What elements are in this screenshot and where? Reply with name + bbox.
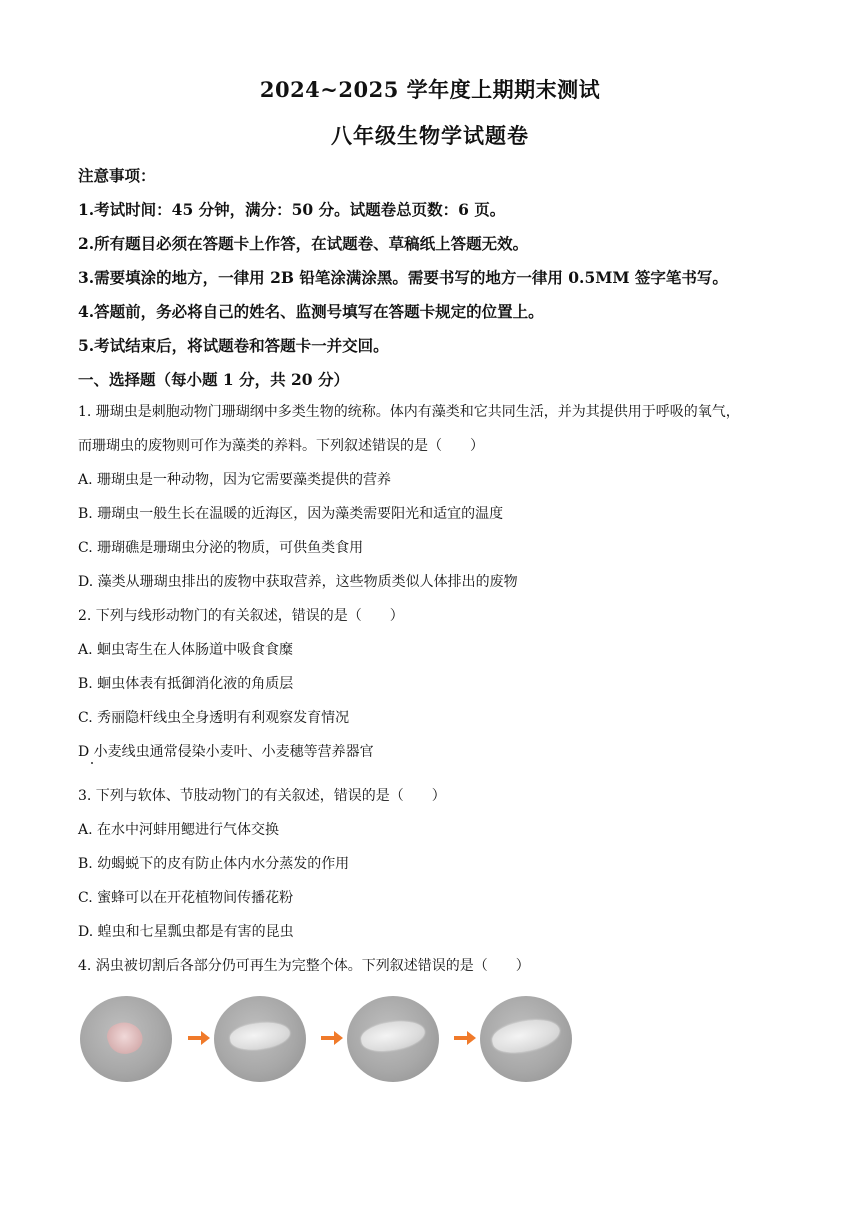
arrow-icon <box>321 1031 343 1045</box>
question-2-option-c: C. 秀丽隐杆线虫全身透明有利观察发育情况 <box>78 710 350 726</box>
planarian-photo-1 <box>80 996 172 1082</box>
notice-item: 4.答题前，务必将自己的姓名、监测号填写在答题卡规定的位置上。 <box>78 302 544 321</box>
planarian-photo-2 <box>214 996 306 1082</box>
planarian-body <box>490 1014 563 1057</box>
question-2-option-b: B. 蛔虫体表有抵御消化液的角质层 <box>78 676 294 692</box>
notice-heading: 注意事项： <box>78 166 156 185</box>
planarian-photo-3 <box>347 996 439 1082</box>
notice-item: 2.所有题目必须在答题卡上作答，在试题卷、草稿纸上答题无效。 <box>78 234 529 253</box>
notice-item: 3.需要填涂的地方，一律用 2B 铅笔涂满涂黑。需要书写的地方一律用 0.5MM 签字笔书写。 <box>78 268 728 287</box>
arrow-icon <box>188 1031 210 1045</box>
notice-item: 1.考试时间：45 分钟，满分：50 分。试题卷总页数：6 页。 <box>78 200 506 219</box>
exam-title: 2024~2025 学年度上期期末测试 <box>259 77 601 102</box>
question-1-option-b: B. 珊瑚虫一般生长在温暖的近海区，因为藻类需要阳光和适宜的温度 <box>78 506 504 522</box>
question-2-stem: 2. 下列与线形动物门的有关叙述，错误的是（ ） <box>78 608 404 624</box>
section-heading: 一、选择题（每小题 1 分，共 20 分） <box>78 370 349 389</box>
question-1-option-d: D. 藻类从珊瑚虫排出的废物中获取营养，这些物质类似人体排出的废物 <box>78 574 518 590</box>
question-3-option-a: A. 在水中河蚌用鳃进行气体交换 <box>78 822 280 838</box>
question-1-stem-line: 1. 珊瑚虫是刺胞动物门珊瑚纲中多类生物的统称。体内有藻类和它共同生活，并为其提供用于呼吸的氧气， <box>78 404 740 420</box>
question-3-option-d: D. 蝗虫和七星瓢虫都是有害的昆虫 <box>78 924 294 940</box>
exam-subtitle: 八年级生物学试题卷 <box>331 123 529 148</box>
arrow-icon <box>454 1031 476 1045</box>
question-1-stem-line: 而珊瑚虫的废物则可作为藻类的养料。下列叙述错误的是（ ） <box>78 438 484 454</box>
question-2-option-a: A. 蛔虫寄生在人体肠道中吸食食糜 <box>78 642 294 658</box>
planarian-body <box>359 1017 427 1056</box>
question-2-option-d: D 小麦线虫通常侵染小麦叶、小麦穗等营养器官 <box>78 744 374 760</box>
question-1-option-a: A. 珊瑚虫是一种动物，因为它需要藻类提供的营养 <box>78 472 392 488</box>
question-1-option-c: C. 珊瑚礁是珊瑚虫分泌的物质，可供鱼类食用 <box>78 540 364 556</box>
question-3-option-c: C. 蜜蜂可以在开花植物间传播花粉 <box>78 890 294 906</box>
planarian-regeneration-figure <box>80 996 580 1084</box>
planarian-fragment <box>104 1017 147 1059</box>
question-3-stem: 3. 下列与软体、节肢动物门的有关叙述，错误的是（ ） <box>78 788 446 804</box>
notice-item: 5.考试结束后，将试题卷和答题卡一并交回。 <box>78 336 389 355</box>
planarian-photo-4 <box>480 996 572 1082</box>
question-3-option-b: B. 幼蝎蜕下的皮有防止体内水分蒸发的作用 <box>78 856 350 872</box>
planarian-body <box>228 1019 291 1053</box>
stray-dot <box>91 762 93 764</box>
question-4-stem: 4. 涡虫被切割后各部分仍可再生为完整个体。下列叙述错误的是（ ） <box>78 958 530 974</box>
